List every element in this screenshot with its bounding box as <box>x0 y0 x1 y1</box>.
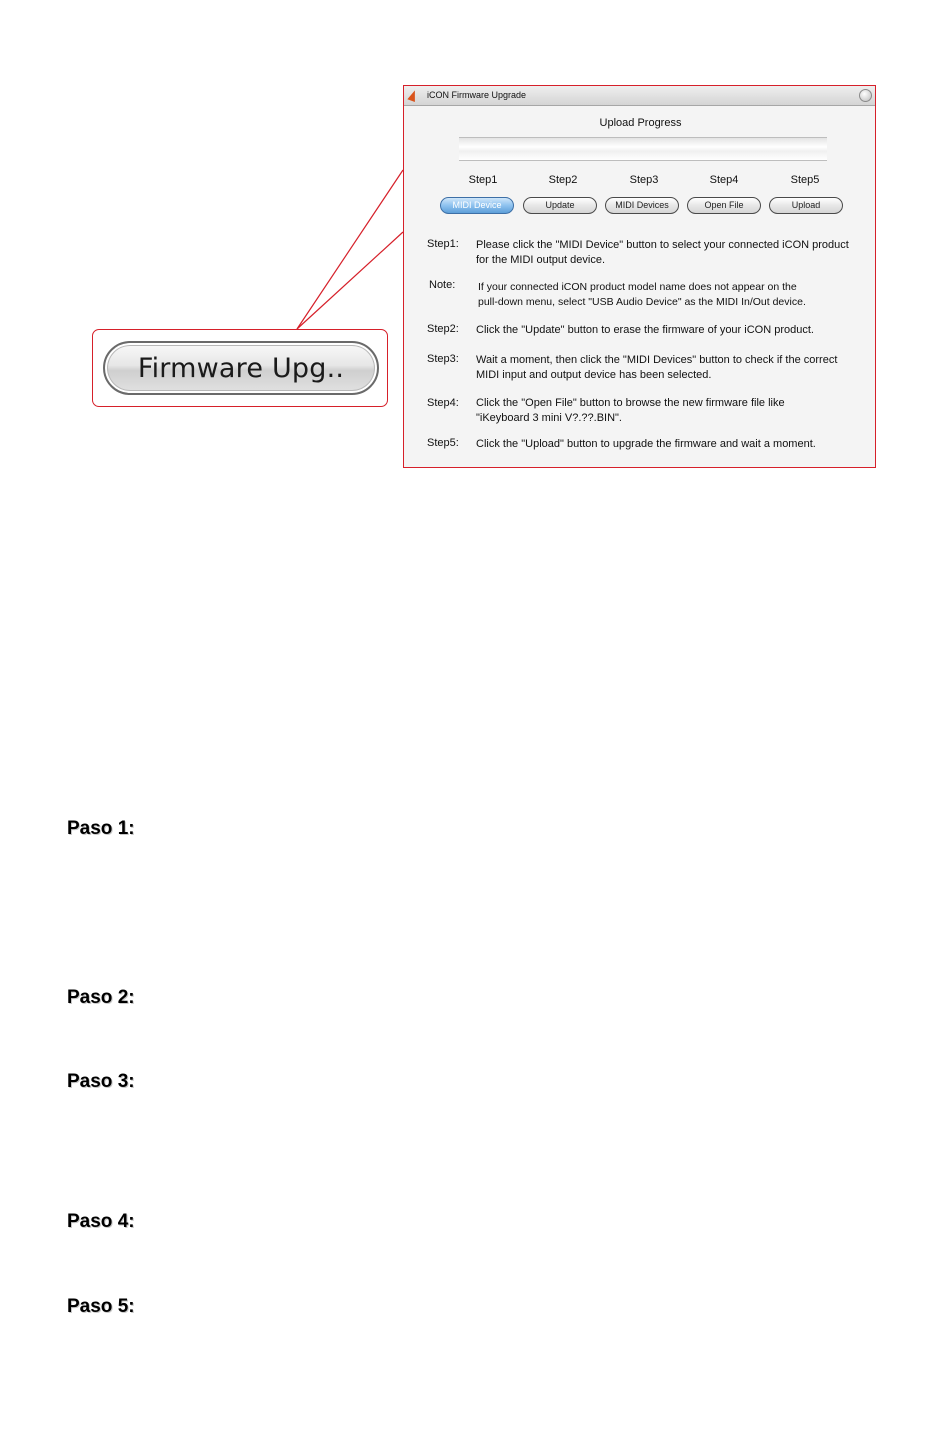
instruction-line: Please click the "MIDI Device" button to select your connected iCON product <box>476 239 849 251</box>
instruction-text-note <box>478 280 868 309</box>
instruction-label-note: Note: <box>429 279 456 291</box>
instruction-line: MIDI input and output device has been selected. <box>476 368 712 381</box>
instruction-line: "iKeyboard 3 mini V?.??.BIN". <box>476 411 622 424</box>
instruction-line: Click the "Open File" button to browse the new firmware file like <box>476 397 785 409</box>
instruction-text-step1 <box>476 238 866 267</box>
app-icon <box>407 89 418 102</box>
step-header-2: Step2 <box>548 174 578 186</box>
step-header-5: Step5 <box>790 174 820 186</box>
upload-progress-bar <box>459 137 827 161</box>
firmware-upgrade-dialog <box>403 85 876 468</box>
instruction-label-step2: Step2: <box>427 323 459 335</box>
instruction-label-step5: Step5: <box>427 437 459 449</box>
midi-devices-button[interactable]: MIDI Devices <box>605 197 679 214</box>
step-header-4: Step4 <box>709 174 739 186</box>
instruction-text-step5 <box>476 437 866 452</box>
dialog-titlebar <box>404 86 875 106</box>
upload-button[interactable]: Upload <box>769 197 843 214</box>
instruction-label-step1: Step1: <box>427 238 459 250</box>
paso-heading-4: Paso 4: <box>67 1211 135 1232</box>
paso-heading-5: Paso 5: <box>67 1296 135 1317</box>
paso-heading-3: Paso 3: <box>67 1071 135 1092</box>
step-header-1: Step1 <box>468 174 498 186</box>
instruction-text-step3 <box>476 353 866 382</box>
instruction-line: If your connected iCON product model name does not appear on the <box>478 281 797 293</box>
step-header-3: Step3 <box>629 174 659 186</box>
instruction-line: Click the "Update" button to erase the firmware of your iCON product. <box>476 324 814 336</box>
instruction-line: Wait a moment, then click the "MIDI Devices" button to check if the correct <box>476 354 838 366</box>
instruction-line: Click the "Upload" button to upgrade the firmware and wait a moment. <box>476 438 816 450</box>
instruction-label-step3: Step3: <box>427 353 459 365</box>
open-file-button[interactable]: Open File <box>687 197 761 214</box>
zoom-callout <box>92 329 388 407</box>
update-button[interactable]: Update <box>523 197 597 214</box>
instruction-text-step2 <box>476 323 866 338</box>
close-icon[interactable] <box>859 89 872 102</box>
instruction-label-step4: Step4: <box>427 397 459 409</box>
instruction-text-step4 <box>476 396 866 425</box>
paso-heading-2: Paso 2: <box>67 987 135 1008</box>
instruction-line: for the MIDI output device. <box>476 253 606 266</box>
instruction-line: pull-down menu, select "USB Audio Device" as the MIDI In/Out device. <box>478 295 806 308</box>
firmware-upgrade-button[interactable]: Firmware Upg.. <box>103 341 379 395</box>
paso-heading-1: Paso 1: <box>67 818 135 839</box>
upload-progress-label: Upload Progress <box>599 117 682 129</box>
connector-line-lower <box>297 232 403 329</box>
midi-device-button[interactable]: MIDI Device <box>440 197 514 214</box>
connector-line-upper <box>297 170 403 329</box>
dialog-title: iCON Firmware Upgrade <box>427 90 527 100</box>
